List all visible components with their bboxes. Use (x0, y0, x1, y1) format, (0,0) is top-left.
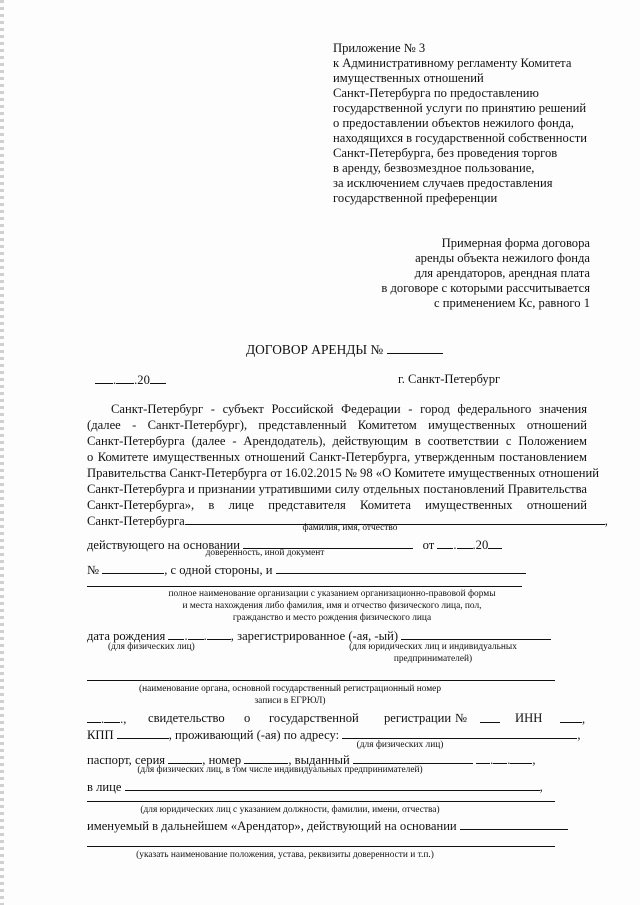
tenant-basis-blank[interactable] (460, 818, 568, 830)
annex-line: о предоставлении объектов нежилого фонда, (333, 116, 574, 130)
inn-blank-wrap: , (560, 711, 585, 726)
annex-line: Санкт-Петербурга по предоставлению (333, 86, 539, 100)
caption-org-line: гражданство и место рождения физического лица (232, 613, 432, 623)
position-rule (87, 801, 555, 802)
paragraph-line: Санкт-Петербурга», в лице представителя Комитета имущественных отношений (87, 498, 587, 512)
cert-word: регистрации (384, 711, 452, 725)
binding-edge (0, 0, 4, 905)
annex-line: государственной услуги по принятию решений (333, 101, 587, 115)
contract-title-text: ДОГОВОР АРЕНДЫ № (246, 342, 384, 357)
caption-phys: (для физических лиц) (108, 642, 195, 652)
caption-basis: (указать наименование положения, устава, реквизиты доверенности и т.п.) (136, 850, 434, 860)
month-blank[interactable] (116, 372, 134, 384)
annex-line: государственной преференции (333, 191, 498, 205)
basis-rule (87, 846, 555, 847)
inn-label: ИНН (515, 711, 543, 725)
basis-year-prefix: .20 (472, 538, 489, 552)
registration-blank[interactable] (401, 628, 551, 640)
annex-line: Санкт-Петербурга, без проведения торгов (333, 146, 558, 160)
cert-word: свидетельство (148, 711, 225, 725)
passport-line: паспорт, серия , номер , выданный . . , (87, 753, 536, 767)
issue-month-blank[interactable] (493, 752, 507, 764)
paragraph-line: Санкт-Петербург - субъект Российской Федерации - город федерального значения (111, 402, 587, 416)
hereinafter-label: именуемый в дальнейшем «Арендатор», действующий на основании (87, 819, 457, 833)
birth-line: дата рождения . . , зарегистрированное (-ая, -ый) (87, 628, 551, 643)
date-from-label: от (422, 538, 435, 552)
annex-line: находящихся в государственной собственности (333, 131, 587, 145)
in-person-label: в лице (87, 780, 122, 794)
in-person-line: в лице , (87, 780, 543, 794)
caption-org-line: и места нахождения либо фамилия, имя и отчество физического лица, пол, (182, 601, 482, 611)
basis-month-blank[interactable] (457, 537, 473, 549)
form-note-line: аренды объекта нежилого фонда (415, 251, 590, 265)
hereinafter-line (87, 818, 568, 833)
paragraph-line: (далее - Санкт-Петербург), представленный Комитетом имущественных отношений (87, 418, 587, 432)
form-note-line: в договоре с которыми рассчитывается (381, 281, 590, 295)
cert-month-blank[interactable] (104, 711, 120, 723)
caption-phys-ip: (для физических лиц, в том числе индивидуальных предпринимателей) (137, 765, 423, 775)
paragraph-line: Санкт-Петербурга (далее - Арендодатель), действующим в соответствии с Положением (87, 434, 587, 448)
inn-blank[interactable] (560, 711, 582, 723)
address-blank[interactable] (342, 727, 577, 739)
cert-word: государственной (269, 711, 359, 725)
passport-number-label: , номер (202, 753, 242, 767)
acting-basis-line: действующего на основании от . .20 (87, 537, 502, 552)
issued-by-blank[interactable] (353, 752, 473, 764)
city: г. Санкт-Петербург (398, 372, 501, 386)
form-note-line: Примерная форма договора (441, 236, 590, 250)
form-note-line: с применением Кс, равного 1 (433, 296, 590, 310)
issue-year-blank[interactable] (510, 752, 532, 764)
issue-day-blank[interactable] (476, 752, 490, 764)
residing-label: , проживающий (-ая) по адресу: (168, 728, 340, 742)
birth-day-blank[interactable] (168, 628, 184, 640)
one-side-text: , с одной стороны, и (164, 563, 273, 577)
paragraph-line: Санкт-Петербурга и признании утратившими силу отдельных постановлений Правительства (87, 482, 587, 496)
birth-month-blank[interactable] (188, 628, 204, 640)
basis-day-blank[interactable] (437, 537, 453, 549)
annex-line: имущественных отношений (333, 71, 484, 85)
cert-number-sign: № (455, 711, 468, 725)
paragraph-line: Правительства Санкт-Петербурга от 16.02.2015 № 98 «О Комитете имущественных отношений (87, 466, 599, 480)
birth-label: дата рождения (87, 629, 166, 643)
in-person-blank[interactable] (125, 779, 540, 791)
cert-day-blank[interactable] (87, 711, 101, 723)
doc-number-blank[interactable] (102, 562, 164, 574)
authority-rule (87, 680, 555, 681)
cert-number-blank[interactable] (480, 711, 500, 723)
date-year-prefix: .20 (134, 373, 150, 387)
caption-doc: доверенность, иной документ (205, 548, 325, 558)
caption-phys2: (для физических лиц) (356, 740, 444, 750)
caption-legal-line: предпринимателей) (393, 654, 473, 664)
party-name-blank[interactable] (276, 562, 526, 574)
acting-on-label: действующего на основании (87, 538, 240, 552)
passport-label: паспорт, серия (87, 753, 166, 767)
day-blank[interactable] (95, 372, 113, 384)
number-line (87, 562, 526, 577)
passport-number-blank[interactable] (244, 752, 288, 764)
number-sign: № (87, 563, 100, 577)
caption-org-line: полное наименование организации с указанием организационно-правовой формы (168, 589, 496, 599)
basis-year-blank[interactable] (488, 537, 502, 549)
kpp-label: КПП (87, 728, 114, 742)
cert-number-blank-wrap (480, 711, 500, 726)
passport-series-blank[interactable] (168, 752, 202, 764)
issued-label: , выданный (288, 753, 350, 767)
paragraph-line: о Комитете имущественных отношений Санкт-Петербурга, утвержденным постановлением (87, 450, 587, 464)
form-note-line: для арендаторов, арендная плата (414, 266, 590, 280)
annex-line: Приложение № 3 (333, 41, 426, 55)
contract-date: . .20 (95, 372, 166, 387)
annex-line: к Административному регламенту Комитета (333, 56, 572, 70)
kpp-blank[interactable] (117, 727, 169, 739)
year-blank[interactable] (150, 372, 166, 384)
registered-label: , зарегистрированное (-ая, -ый) (230, 629, 399, 643)
caption-authority-line: (наименование органа, основной государственный регистрационный номер (138, 684, 442, 694)
caption-legal-position: (для юридических лиц с указанием должности, фамилии, имени, отчества) (140, 805, 440, 815)
representative-line: Санкт-Петербурга , (87, 514, 608, 528)
kpp-line: КПП , проживающий (-ая) по адресу: , (87, 728, 581, 742)
certificate-date: . ., (87, 711, 126, 726)
caption-authority-line: записи в ЕГРЮЛ) (254, 696, 326, 706)
party-rule (87, 586, 522, 587)
cert-word: о (244, 711, 251, 725)
caption-legal-line: (для юридических лиц и индивидуальных (349, 642, 517, 652)
birth-year-blank[interactable] (207, 628, 231, 640)
annex-line: за исключением случаев предоставления (333, 176, 553, 190)
contract-number-blank[interactable] (387, 342, 443, 354)
caption-fio: фамилия, имя, отчество (302, 523, 398, 533)
contract-title (246, 342, 443, 357)
annex-line: в аренду, безвозмездное пользование, (333, 161, 535, 175)
rep-prefix: Санкт-Петербурга (87, 514, 185, 528)
